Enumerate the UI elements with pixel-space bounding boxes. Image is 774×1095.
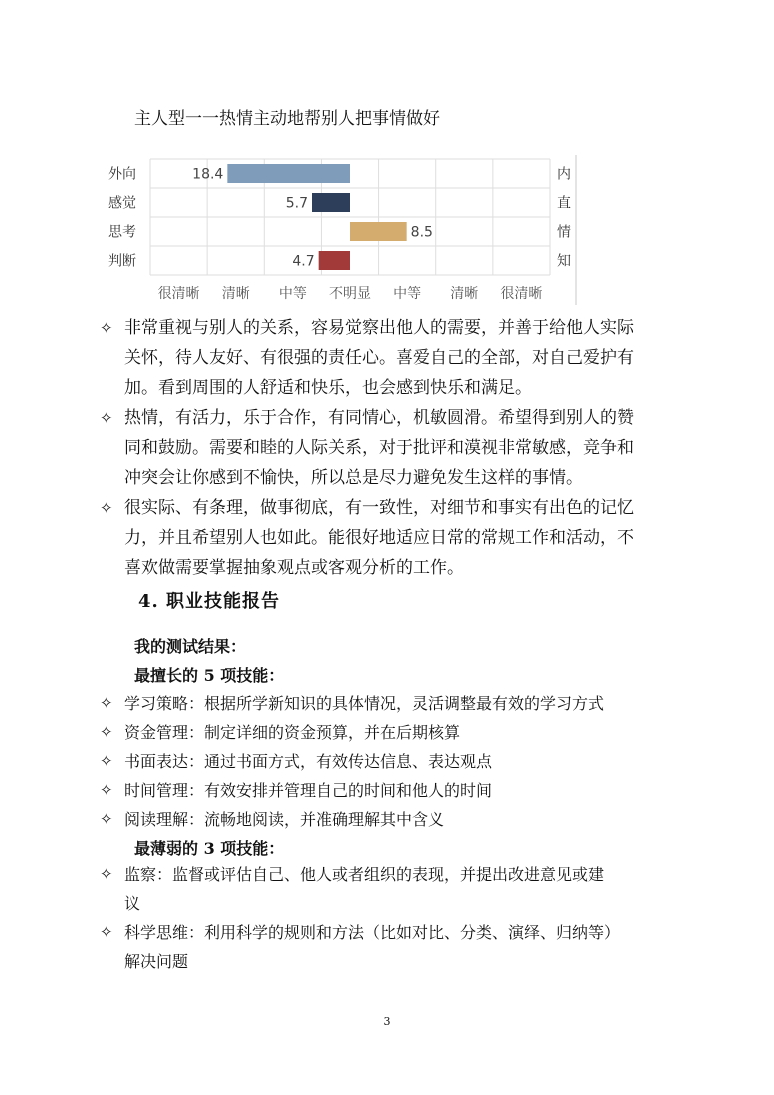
scale-label: 很清晰 [157,286,200,302]
page-number: 3 [383,1015,391,1028]
row-left-label: 感觉 [108,195,136,212]
strong-skills-list [100,689,700,834]
bullet-icon: ✧ [100,923,113,941]
skill-text: 时间管理：有效安排并管理自己的时间和他人的时间 [124,781,493,800]
bullet-icon: ✧ [100,723,113,741]
trait-line: 喜欢做需要掌握抽象观点或客观分析的工作。 [124,558,464,578]
trait-item [100,313,700,403]
strong-skills-label: 最擅长的 5 项技能： [134,666,285,685]
trait-line: 冲突会让你感到不愉快，所以总是尽力避免发生这样的事情。 [124,468,583,488]
trait-line: 力，并且希望别人也如此。能很好地适应日常的常规工作和活动，不 [124,528,634,548]
bar-value-label: 4.7 [292,253,315,270]
list-item [100,860,700,918]
skill-text: 书面表达：通过书面方式，有效传达信息、表达观点 [124,752,493,771]
skill-line: 解决问题 [124,952,189,971]
section-heading: 4. 职业技能报告 [138,591,281,612]
bar-value-label: 18.4 [192,166,224,183]
bullet-icon: ✧ [100,865,113,883]
personality-bar-chart [100,155,580,305]
bar-value-label: 5.7 [285,195,308,212]
trait-line: 热情，有活力，乐于合作，有同情心，机敏圆滑。希望得到别人的赞 [124,408,634,428]
skill-text: 阅读理解：流畅地阅读，并准确理解其中含义 [124,810,445,829]
result-label: 我的测试结果： [134,637,247,656]
scale-label: 中等 [393,286,422,302]
trait-item [100,493,700,583]
bullet-icon: ✧ [100,752,113,770]
row-left-label: 思考 [108,224,136,241]
bullet-icon: ✧ [100,319,113,337]
bar-value-label: 8.5 [410,224,433,241]
scale-label: 不明显 [329,286,371,302]
scale-label: 很清晰 [500,286,543,302]
skill-text: 学习策略：根据所学新知识的具体情况，灵活调整最有效的学习方式 [124,694,605,713]
bar [319,251,350,270]
bullet-icon: ✧ [100,781,113,799]
bar [350,222,407,241]
trait-line: 加。看到周围的人舒适和快乐，也会感到快乐和满足。 [124,378,532,398]
bar [227,164,350,183]
skill-line: 议 [124,894,141,913]
row-right-label: 情 [557,224,571,241]
skill-line: 科学思维：利用科学的规则和方法（比如对比、分类、演绎、归纳等） [124,923,621,942]
bullet-icon: ✧ [100,409,113,427]
bar [312,193,350,212]
bullet-icon: ✧ [100,694,113,712]
trait-line: 同和鼓励。需要和睦的人际关系，对于批评和漠视非常敏感，竞争和 [124,438,634,458]
weak-skills-label: 最薄弱的 3 项技能： [134,839,285,858]
row-left-label: 判断 [108,253,136,270]
row-left-label: 外向 [108,166,136,183]
list-item [100,718,700,747]
bullet-icon: ✧ [100,810,113,828]
scale-label: 清晰 [450,286,479,302]
section-subtitle: 主人型一一热情主动地帮别人把事情做好 [134,109,440,129]
scale-label: 中等 [278,286,307,302]
list-item [100,776,700,805]
trait-line: 很实际、有条理，做事彻底，有一致性，对细节和事实有出色的记忆 [124,498,634,518]
list-item [100,805,700,834]
skill-text: 资金管理：制定详细的资金预算，并在后期核算 [124,723,461,742]
row-right-label: 直 [557,195,571,212]
bullet-icon: ✧ [100,499,113,517]
list-item [100,747,700,776]
scale-label: 清晰 [221,286,250,302]
list-item [100,689,700,718]
row-right-label: 内 [557,166,571,183]
weak-skills-list [100,860,700,976]
list-item [100,918,700,976]
trait-line: 非常重视与别人的关系，容易觉察出他人的需要，并善于给他人实际 [124,318,634,338]
trait-line: 关怀，待人友好、有很强的责任心。喜爱自己的全部，对自己爱护有 [124,348,634,368]
skill-line: 监察：监督或评估自己、他人或者组织的表现，并提出改进意见或建 [124,865,605,884]
trait-item [100,403,700,493]
trait-list [100,313,700,583]
row-right-label: 知 [557,253,571,270]
